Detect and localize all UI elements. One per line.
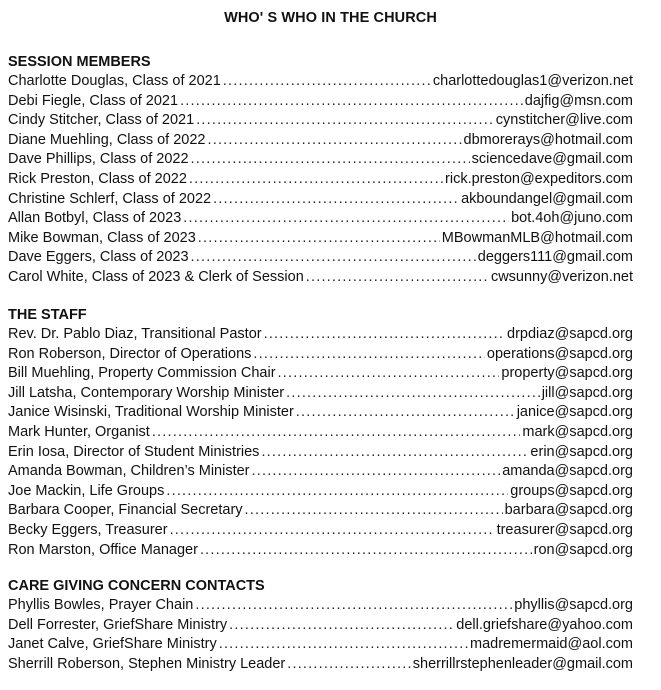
entry-email: sciencedave@gmail.com [471, 151, 633, 168]
directory-entry [8, 268, 633, 288]
dot-leader [180, 92, 523, 112]
dot-leader [191, 150, 470, 170]
entry-email: treasurer@sapcd.org [496, 521, 633, 538]
entry-email: groups@sapcd.org [510, 482, 633, 499]
directory-entry [8, 170, 633, 190]
entry-email: deggers111@gmail.com [477, 249, 633, 266]
section-heading: SESSION MEMBERS [8, 54, 151, 70]
dot-leader [261, 443, 528, 463]
entry-email: dell.griefshare@yahoo.com [456, 616, 633, 633]
entry-email: jill@sapcd.org [541, 384, 633, 401]
entry-list [8, 325, 633, 560]
dot-leader [183, 209, 509, 229]
directory-entry [8, 443, 633, 463]
directory-entry [8, 616, 633, 636]
dot-leader [200, 541, 532, 561]
directory-entry [8, 596, 633, 616]
dot-leader [296, 403, 515, 423]
section-staff [8, 305, 633, 560]
entry-name: Mike Bowman, Class of 2023 [8, 229, 196, 246]
entry-email: sherrillrstephenleader@gmail.com [412, 655, 633, 672]
directory-entry [8, 209, 633, 229]
directory-entry [8, 541, 633, 561]
directory-entry [8, 325, 633, 345]
entry-name: Joe Mackin, Life Groups [8, 482, 165, 499]
entry-name: Amanda Bowman, Children’s Minister [8, 463, 250, 480]
directory-entry [8, 248, 633, 268]
entry-name: Barbara Cooper, Financial Secretary [8, 502, 243, 519]
directory-entry [8, 423, 633, 443]
section-heading: CARE GIVING CONCERN CONTACTS [8, 578, 265, 594]
entry-name: Mark Hunter, Organist [8, 423, 150, 440]
entry-email: mark@sapcd.org [522, 423, 633, 440]
directory-entry [8, 150, 633, 170]
dot-leader [170, 521, 495, 541]
entry-email: barbara@sapcd.org [504, 502, 633, 519]
dot-leader [219, 635, 468, 655]
directory-entry [8, 403, 633, 423]
entry-name: Charlotte Douglas, Class of 2021 [8, 73, 221, 89]
dot-leader [223, 72, 431, 92]
dot-leader [195, 596, 512, 616]
entry-email: amanda@sapcd.org [502, 463, 633, 480]
entry-email: akboundangel@gmail.com [461, 190, 633, 207]
directory-entry [8, 635, 633, 655]
entry-name: Debi Fiegle, Class of 2021 [8, 92, 179, 109]
directory-entry [8, 462, 633, 482]
dot-leader [286, 384, 540, 404]
entry-email: janice@sapcd.org [516, 404, 633, 421]
section-care-giving-contacts [8, 576, 633, 674]
dot-leader [152, 423, 521, 443]
entry-email: madremermaid@aol.com [470, 636, 633, 653]
directory-entry [8, 655, 633, 675]
dot-leader [198, 229, 440, 249]
dot-leader [189, 170, 443, 190]
entry-list [8, 596, 633, 674]
entry-name: Allan Botbyl, Class of 2023 [8, 210, 182, 227]
entry-name: Janice Wisinski, Traditional Worship Minister [8, 404, 294, 421]
entry-email: MBowmanMLB@hotmail.com [441, 229, 633, 246]
directory-entry [8, 190, 633, 210]
entry-name: Becky Eggers, Treasurer [8, 521, 168, 538]
directory-entry [8, 521, 633, 541]
entry-name: Phyllis Bowles, Prayer Chain [8, 597, 194, 613]
directory-entry [8, 345, 633, 365]
entry-name: Bill Muehling, Property Commission Chair [8, 365, 276, 382]
dot-leader [207, 131, 461, 151]
entry-email: property@sapcd.org [501, 365, 633, 382]
dot-leader [278, 364, 500, 384]
entry-email: cwsunny@verizon.net [490, 268, 633, 285]
directory-entry [8, 384, 633, 404]
page-title: WHO' S WHO IN THE CHURCH [224, 10, 437, 26]
entry-email: ron@sapcd.org [533, 541, 633, 558]
entry-email: operations@sapcd.org [486, 345, 633, 362]
directory-entry [8, 501, 633, 521]
entry-name: Ron Marston, Office Manager [8, 541, 198, 558]
entry-email: drpdiaz@sapcd.org [507, 326, 633, 342]
entry-name: Dell Forrester, GriefShare Ministry [8, 616, 228, 633]
dot-leader [213, 190, 459, 210]
dot-leader [253, 345, 484, 365]
entry-name: Carol White, Class of 2023 & Clerk of Session [8, 268, 304, 285]
entry-name: Diane Muehling, Class of 2022 [8, 131, 206, 148]
directory-entry [8, 72, 633, 92]
entry-name: Jill Latsha, Contemporary Worship Minister [8, 384, 285, 401]
entry-name: Janet Calve, GriefShare Ministry [8, 636, 217, 653]
dot-leader [306, 268, 489, 288]
dot-leader [166, 482, 508, 502]
entry-name: Ron Roberson, Director of Operations [8, 345, 252, 362]
dot-leader [245, 501, 503, 521]
entry-name: Cindy Stitcher, Class of 2021 [8, 112, 195, 129]
entry-email: cynstitcher@live.com [495, 112, 633, 129]
entry-email: dajfig@msn.com [524, 92, 633, 109]
entry-name: Rick Preston, Class of 2022 [8, 170, 187, 187]
dot-leader [264, 325, 505, 345]
section-session-members [8, 52, 633, 288]
entry-email: rick.preston@expeditors.com [445, 170, 633, 187]
entry-name: Dave Phillips, Class of 2022 [8, 151, 189, 168]
directory-entry [8, 111, 633, 131]
entry-email: phyllis@sapcd.org [514, 597, 633, 613]
dot-leader [229, 616, 454, 636]
entry-email: erin@sapcd.org [530, 443, 633, 460]
directory-entry [8, 131, 633, 151]
directory-entry [8, 482, 633, 502]
directory-entry [8, 229, 633, 249]
dot-leader [252, 462, 501, 482]
entry-name: Erin Iosa, Director of Student Ministries [8, 443, 260, 460]
entry-email: dbmorerays@hotmail.com [463, 131, 633, 148]
entry-email: bot.4oh@juno.com [511, 210, 633, 227]
entry-name: Sherrill Roberson, Stephen Ministry Leader [8, 655, 286, 672]
entry-name: Christine Schlerf, Class of 2022 [8, 190, 212, 207]
directory-entry [8, 364, 633, 384]
entry-list [8, 72, 633, 288]
dot-leader [287, 655, 411, 675]
dot-leader [196, 111, 494, 131]
entry-email: charlottedouglas1@verizon.net [432, 73, 633, 89]
entry-name: Dave Eggers, Class of 2023 [8, 249, 189, 266]
directory-entry [8, 92, 633, 112]
dot-leader [191, 248, 476, 268]
entry-name: Rev. Dr. Pablo Diaz, Transitional Pastor [8, 326, 262, 342]
section-heading: THE STAFF [8, 307, 87, 323]
